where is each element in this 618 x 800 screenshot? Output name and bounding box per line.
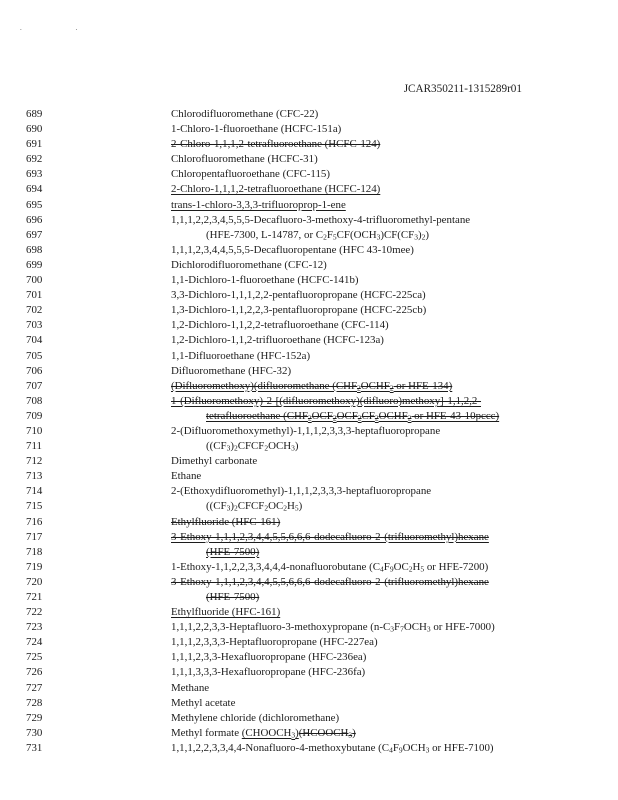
- line-number: 701: [26, 289, 43, 302]
- text-segment: (HFE-7300, L-14787, or C: [206, 228, 324, 241]
- text-segment: ): [425, 228, 430, 241]
- text-segment: 2: [408, 564, 413, 574]
- document-line: [26, 228, 596, 243]
- inserted-text: (CHOOCH: [241, 726, 292, 739]
- inserted-struck-text: or HFE-134): [393, 379, 453, 392]
- text-segment: Dimethyl carbonate: [171, 455, 258, 468]
- line-number: 706: [26, 364, 43, 377]
- text-segment: 9: [389, 564, 394, 574]
- line-text: [206, 590, 259, 605]
- text-segment: ): [298, 500, 303, 513]
- line-number: 690: [26, 123, 43, 136]
- document-line: [26, 273, 596, 288]
- line-number: 710: [26, 424, 43, 437]
- text-segment: or HFE-7100): [429, 741, 494, 754]
- line-text: [171, 288, 426, 303]
- inserted-struck-text: or HFE-43-10pccc): [411, 409, 500, 422]
- text-segment: 5: [420, 564, 425, 574]
- text-segment: OCH: [403, 621, 427, 634]
- line-text: [171, 364, 291, 379]
- line-number: 691: [26, 138, 43, 151]
- numbered-line-list: [26, 107, 596, 756]
- struck-text: Ethylfluoride (HFC-161): [171, 515, 281, 528]
- document-line: [26, 605, 596, 620]
- document-id: JCAR350211-1315289r01: [403, 83, 522, 95]
- text-segment: 1,1-Dichloro-1-fluoroethane (HCFC-141b): [171, 274, 359, 287]
- line-text: [171, 726, 356, 741]
- document-line: [26, 409, 596, 424]
- document-line: [26, 469, 596, 484]
- document-line: [26, 379, 596, 394]
- document-line: [26, 258, 596, 273]
- line-number: 724: [26, 636, 43, 649]
- inserted-struck-text: 2: [357, 413, 362, 423]
- text-segment: 1-Chloro-1-fluoroethane (HCFC-151a): [171, 123, 342, 136]
- line-number: 705: [26, 349, 43, 362]
- line-text: [171, 650, 366, 665]
- line-text: [171, 530, 489, 545]
- line-text: [171, 198, 346, 213]
- text-segment: F: [326, 228, 333, 241]
- line-text: [171, 560, 488, 575]
- line-number: 721: [26, 591, 43, 603]
- inserted-struck-text: 2: [332, 413, 337, 423]
- text-segment: Chloropentafluoroethane (CFC-115): [171, 168, 330, 181]
- document-line: [26, 711, 596, 726]
- document-line: [26, 650, 596, 665]
- line-text: [206, 228, 429, 243]
- text-segment: 3: [426, 624, 431, 634]
- document-line: [26, 394, 596, 409]
- line-number: 694: [26, 183, 43, 196]
- line-number: 727: [26, 681, 43, 694]
- line-number: 697: [26, 228, 43, 241]
- line-number: 725: [26, 651, 43, 664]
- line-number: 720: [26, 575, 43, 588]
- struck-text: (HFE-7500): [206, 591, 260, 603]
- line-number: 717: [26, 530, 43, 543]
- document-line: [26, 198, 596, 213]
- text-segment: 5: [294, 503, 299, 513]
- text-segment: 4: [389, 745, 393, 755]
- inserted-struck-text: 2: [389, 383, 394, 393]
- text-segment: 1,1,1,2,3,4,4,5,5,5-Decafluoropentane (HFC 43-10mee): [171, 243, 414, 256]
- text-segment: Methylene chloride (dichloromethane): [171, 711, 340, 724]
- document-line: [26, 620, 596, 635]
- text-segment: 1,1-Difluoroethane (HFC-152a): [171, 349, 311, 362]
- text-segment: Difluoromethane (HFC-32): [171, 364, 292, 377]
- document-line: [26, 303, 596, 318]
- line-number: 714: [26, 485, 43, 498]
- text-segment: 2: [233, 503, 238, 513]
- document-line: [26, 107, 596, 122]
- text-segment: 4: [380, 564, 384, 574]
- text-segment: 1-Ethoxy-1,1,2,2,3,3,4,4,4-nonafluorobutane (C: [171, 560, 381, 573]
- line-number: 692: [26, 153, 43, 166]
- text-segment: 5: [332, 232, 337, 242]
- line-text: [171, 273, 359, 288]
- text-segment: 1,1,1,2,3,3,3-Heptafluoropropane (HFC-227ea): [171, 636, 378, 649]
- document-line: [26, 167, 596, 182]
- line-number: 718: [26, 545, 43, 558]
- text-segment: 1,3-Dichloro-1,1,2,2,3-pentafluoropropane (HCFC-225cb): [171, 304, 427, 317]
- text-segment: 3: [390, 624, 395, 634]
- line-number: 708: [26, 394, 43, 407]
- line-text: [171, 152, 318, 167]
- document-line: [26, 590, 596, 605]
- inserted-text: 2-Chloro-1,1,1,2-tetrafluoroethane (HCFC-124): [171, 183, 381, 196]
- document-line: [26, 243, 596, 258]
- text-segment: ((CF: [206, 440, 227, 453]
- text-segment: 1,2-Dichloro-1,1,2,2-tetrafluoroethane (CFC-114): [171, 319, 389, 332]
- text-segment: 2-(Difluoromethoxymethyl)-1,1,1,2,3,3,3-heptafluoropropane: [171, 424, 441, 437]
- text-segment: 2: [264, 503, 269, 513]
- document-line: [26, 122, 596, 137]
- document-line: [26, 152, 596, 167]
- inserted-struck-text: 2: [374, 413, 379, 423]
- line-text: [171, 349, 310, 364]
- line-text: [171, 575, 489, 590]
- struck-text: 3: [348, 730, 353, 740]
- line-text: [171, 213, 470, 228]
- text-segment: 1,1,1,2,2,3,4,5,5,5-Decafluoro-3-methoxy-4-trifluoromethyl-pentane: [171, 213, 471, 226]
- text-segment: 1,1,1,2,3,3-Hexafluoropropane (HFC-236ea): [171, 651, 367, 664]
- text-segment: Methyl acetate: [171, 696, 236, 709]
- inserted-struck-text: OCHF: [378, 409, 408, 422]
- text-segment: 2-(Ethoxydifluoromethyl)-1,1,1,2,3,3,3-heptafluoropropane: [171, 485, 432, 498]
- line-text: [171, 424, 440, 439]
- inserted-struck-text: tetrafluoroethane (CHF: [206, 409, 308, 422]
- text-segment: ((CF: [206, 500, 227, 513]
- line-number: 695: [26, 198, 43, 211]
- text-segment: H: [287, 500, 295, 513]
- text-segment: 1,1,1,2,2,3,3-Heptafluoro-3-methoxypropane (n-C: [171, 621, 391, 634]
- text-segment: or HFE-7000): [430, 621, 495, 634]
- inserted-text: 3: [291, 730, 296, 740]
- line-text: [171, 469, 201, 484]
- inserted-text: ): [295, 726, 299, 739]
- line-number: 716: [26, 515, 43, 528]
- line-text: [171, 454, 257, 469]
- line-text: [206, 439, 299, 454]
- inserted-struck-text: 1-(Difluoromethoxy)-2-[(difluoromethoxy)(difluoro)methoxy]-1,1,2,2-: [171, 394, 482, 407]
- text-segment: OCH: [268, 440, 292, 453]
- text-segment: Chlorodifluoromethane (CFC-22): [171, 108, 319, 120]
- line-number: 731: [26, 741, 43, 754]
- text-segment: CF(OCH: [336, 228, 377, 241]
- text-segment: OCH: [402, 741, 426, 754]
- line-number: 700: [26, 274, 43, 287]
- text-segment: 3: [291, 443, 295, 453]
- line-text: [171, 605, 280, 620]
- inserted-struck-text: CF: [361, 409, 375, 422]
- document-line: [26, 318, 596, 333]
- document-line: [26, 515, 596, 530]
- text-segment: ): [418, 228, 422, 241]
- inserted-struck-text: 2: [407, 413, 412, 423]
- line-number: 698: [26, 243, 43, 256]
- inserted-text: Ethylfluoride (HFC-161): [171, 606, 281, 619]
- line-text: [171, 635, 378, 650]
- text-segment: Chlorofluoromethane (HCFC-31): [171, 153, 318, 166]
- document-line: [26, 545, 596, 560]
- text-segment: 1,1,1,3,3,3-Hexafluoropropane (HFC-236fa): [171, 666, 366, 679]
- inserted-struck-text: (HFE-7500): [206, 545, 260, 558]
- document-line: [26, 575, 596, 590]
- text-segment: 3: [226, 443, 231, 453]
- line-number: 713: [26, 470, 43, 483]
- line-number: 709: [26, 409, 43, 422]
- text-segment: Dichlorodifluoromethane (CFC-12): [171, 258, 327, 271]
- document-line: [26, 213, 596, 228]
- text-segment: CFCF: [237, 440, 265, 453]
- line-text: [171, 379, 452, 394]
- line-number: 730: [26, 726, 43, 739]
- line-number: 702: [26, 304, 43, 317]
- text-segment: Methyl formate: [171, 726, 242, 739]
- line-number: 726: [26, 666, 43, 679]
- text-segment: F: [383, 560, 390, 573]
- line-number: 696: [26, 213, 43, 226]
- document-line: [26, 439, 596, 454]
- text-segment: 9: [398, 745, 403, 755]
- line-text: [206, 409, 499, 424]
- text-segment: CFCF: [237, 500, 265, 513]
- document-line: [26, 364, 596, 379]
- text-segment: 2: [323, 232, 327, 242]
- document-line: [26, 530, 596, 545]
- document-line: [26, 333, 596, 348]
- text-segment: 2: [233, 443, 238, 453]
- line-text: [171, 484, 431, 499]
- line-text: [206, 545, 259, 560]
- line-number: 707: [26, 379, 43, 392]
- inserted-struck-text: OCF: [311, 409, 333, 422]
- line-text: [171, 258, 327, 273]
- text-segment: 3: [226, 503, 231, 513]
- line-text: [171, 137, 380, 152]
- inserted-struck-text: 2: [357, 383, 361, 393]
- line-number: 699: [26, 258, 43, 271]
- text-segment: )CF(CF: [380, 228, 415, 241]
- line-text: [206, 499, 302, 514]
- line-number: 703: [26, 319, 43, 332]
- line-text: [171, 741, 494, 756]
- document-line: [26, 681, 596, 696]
- document-line: [26, 696, 596, 711]
- document-line: [26, 726, 596, 741]
- line-text: [171, 696, 235, 711]
- struck-text: 2-Chloro-1,1,1,2-tetrafluoroethane (HCFC-124): [171, 138, 381, 151]
- line-number: 693: [26, 168, 43, 181]
- struck-text: (HCOOCH: [298, 726, 349, 739]
- document-line: [26, 454, 596, 469]
- line-text: [171, 620, 495, 635]
- text-segment: F: [394, 621, 401, 634]
- text-segment: F: [392, 741, 399, 754]
- line-text: [171, 243, 414, 258]
- text-segment: 1,2-Dichloro-1,1,2-trifluoroethane (HCFC-123a): [171, 334, 384, 347]
- line-number: 711: [26, 440, 42, 453]
- text-segment: Ethane: [171, 470, 202, 483]
- document-line: [26, 349, 596, 364]
- document-line: [26, 499, 596, 514]
- line-text: [171, 711, 339, 726]
- line-text: [171, 333, 384, 348]
- line-text: [171, 122, 341, 137]
- line-text: [171, 394, 481, 409]
- document-line: [26, 635, 596, 650]
- line-number: 719: [26, 560, 43, 573]
- text-segment: Methane: [171, 681, 210, 694]
- text-segment: 7: [400, 624, 404, 634]
- text-segment: 1,1,1,2,2,3,3,4,4-Nonafluoro-4-methoxybutane (C: [171, 741, 390, 754]
- document-line: [26, 665, 596, 680]
- text-segment: H: [412, 560, 421, 573]
- text-segment: or HFE-7200): [424, 560, 489, 573]
- line-text: [171, 681, 209, 696]
- text-segment: OC: [268, 500, 284, 513]
- text-segment: 2: [421, 232, 426, 242]
- line-number: 729: [26, 711, 43, 724]
- inserted-struck-text: 3-Ethoxy-1,1,1,2,3,4,4,5,5,6,6,6-dodecafluoro-2-(trifluoromethyl)hexane: [171, 530, 489, 543]
- text-segment: 2: [283, 503, 288, 513]
- text-segment: ): [294, 440, 299, 453]
- text-segment: 3: [425, 745, 430, 755]
- line-text: [171, 167, 330, 182]
- line-text: [171, 665, 365, 680]
- text-segment: ): [230, 440, 234, 453]
- text-segment: 3: [414, 232, 418, 242]
- document-line: [26, 741, 596, 756]
- inserted-struck-text: OCHF: [360, 379, 390, 392]
- text-segment: OC: [393, 560, 409, 573]
- line-text: [171, 182, 380, 197]
- document-line: [26, 137, 596, 152]
- line-number: 712: [26, 455, 43, 468]
- inserted-text: trans-1-chloro-3,3,3-trifluoroprop-1-ene: [171, 198, 346, 211]
- line-number: 689: [26, 108, 43, 120]
- line-number: 722: [26, 606, 43, 619]
- line-number: 723: [26, 621, 43, 634]
- text-segment: 2: [264, 443, 269, 453]
- line-text: [171, 303, 426, 318]
- line-number: 715: [26, 500, 43, 513]
- line-text: [171, 107, 318, 122]
- document-line: [26, 424, 596, 439]
- text-segment: 3: [376, 232, 381, 242]
- text-segment: 3,3-Dichloro-1,1,1,2,2-pentafluoropropane (HCFC-225ca): [171, 289, 426, 302]
- text-segment: ): [230, 500, 234, 513]
- scan-specks: . .: [20, 24, 104, 32]
- inserted-struck-text: (Difluoromethoxy)(difluoromethane (CHF: [171, 379, 358, 392]
- document-line: [26, 288, 596, 303]
- document-line: [26, 182, 596, 197]
- line-text: [171, 515, 280, 530]
- line-number: 728: [26, 696, 43, 709]
- inserted-struck-text: 2: [307, 413, 312, 423]
- struck-text: ): [352, 726, 356, 739]
- inserted-struck-text: OCF: [336, 409, 358, 422]
- document-line: [26, 484, 596, 499]
- line-text: [171, 318, 389, 333]
- struck-text: 3-Ethoxy-1,1,1,2,3,4,4,5,5,6,6,6-dodecafluoro-2-(trifluoromethyl)hexane: [171, 575, 489, 588]
- line-number: 704: [26, 334, 43, 347]
- document-line: [26, 560, 596, 575]
